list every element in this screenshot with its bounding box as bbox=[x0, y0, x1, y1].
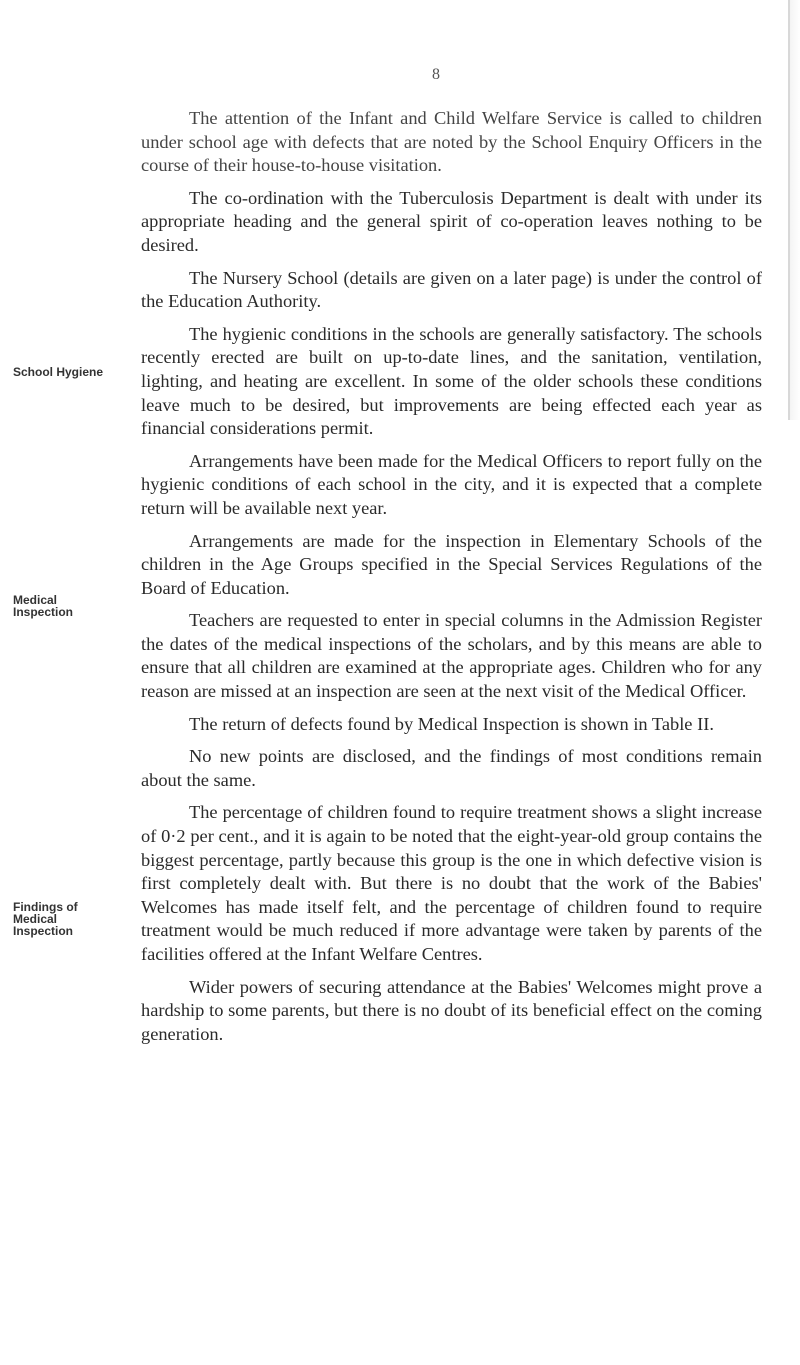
page-number: 8 bbox=[432, 66, 440, 83]
body-text bbox=[141, 107, 762, 1055]
paragraph-tuberculosis: The co-ordination with the Tuberculosis Department is dealt with under its appropriate heading and the general spirit of co-operation leaves nothing to be desired. bbox=[141, 187, 762, 255]
paragraph-no-new-points: No new points are disclosed, and the findings of most conditions remain about the same. bbox=[141, 746, 762, 790]
paragraph-medical-inspection: Arrangements are made for the inspection in Elementary Schools of the children in the Age Groups specified in the Special Services Regulations of the Board of Education. bbox=[141, 530, 762, 598]
paragraph-nursery-school: The Nursery School (details are given on a later page) is under the control of the Education Authority. bbox=[141, 267, 762, 312]
margin-note-findings-of-medical-inspection: Findings of Medical Inspection bbox=[13, 900, 78, 938]
paragraph-treatment-percentage: The percentage of children found to require treatment shows a slight increase of 0·2 per cent., and it is again to be noted that the eight-year-old group contains the biggest percentage, partly because this group is the one in which defective vision is first completely dealt with. But there is no doubt that the work of the Babies' Welcomes has made itself felt, and the percentage of children found to require treatment would be much reduced if more advantage were taken by parents of the facilities offered at the Infant Welfare Centres. bbox=[141, 802, 762, 964]
paragraph-admission-register: Teachers are requested to enter in special columns in the Admission Register the dates of the medical inspections of the scholars, and by this means are able to ensure that all children are examined at the appropriate ages. Children who for any reason are missed at an inspection are seen at the next visit of the Medical Officer. bbox=[141, 610, 762, 702]
paragraph-infant-welfare: The attention of the Infant and Child Welfare Service is called to children under school age with defects that are noted by the School Enquiry Officers in the course of their house-to-house visitation. bbox=[141, 108, 762, 176]
paragraph-hygiene-reports: Arrangements have been made for the Medical Officers to report fully on the hygienic conditions of each school in the city, and it is expected that a complete return will be available next year. bbox=[141, 450, 762, 518]
scan-edge-shadow bbox=[788, 0, 800, 420]
margin-note-medical-inspection: Medical Inspection bbox=[13, 593, 74, 619]
paragraph-babies-welcomes: Wider powers of securing attendance at the Babies' Welcomes might prove a hardship to some parents, but there is no doubt of its beneficial effect on the coming generation. bbox=[141, 976, 762, 1044]
margin-note-school-hygiene: School Hygiene bbox=[13, 365, 104, 379]
paragraph-findings-table: The return of defects found by Medical Inspection is shown in Table II. bbox=[189, 713, 714, 734]
paragraph-school-hygiene: The hygienic conditions in the schools are generally satisfactory. The schools recently erected are built on up-to-date lines, and the sanitation, ventilation, lighting, and heating are excellent. In some of the older schools these conditions leave much to be desired, but improvements are being effected each year as financial considerations permit. bbox=[141, 323, 762, 439]
